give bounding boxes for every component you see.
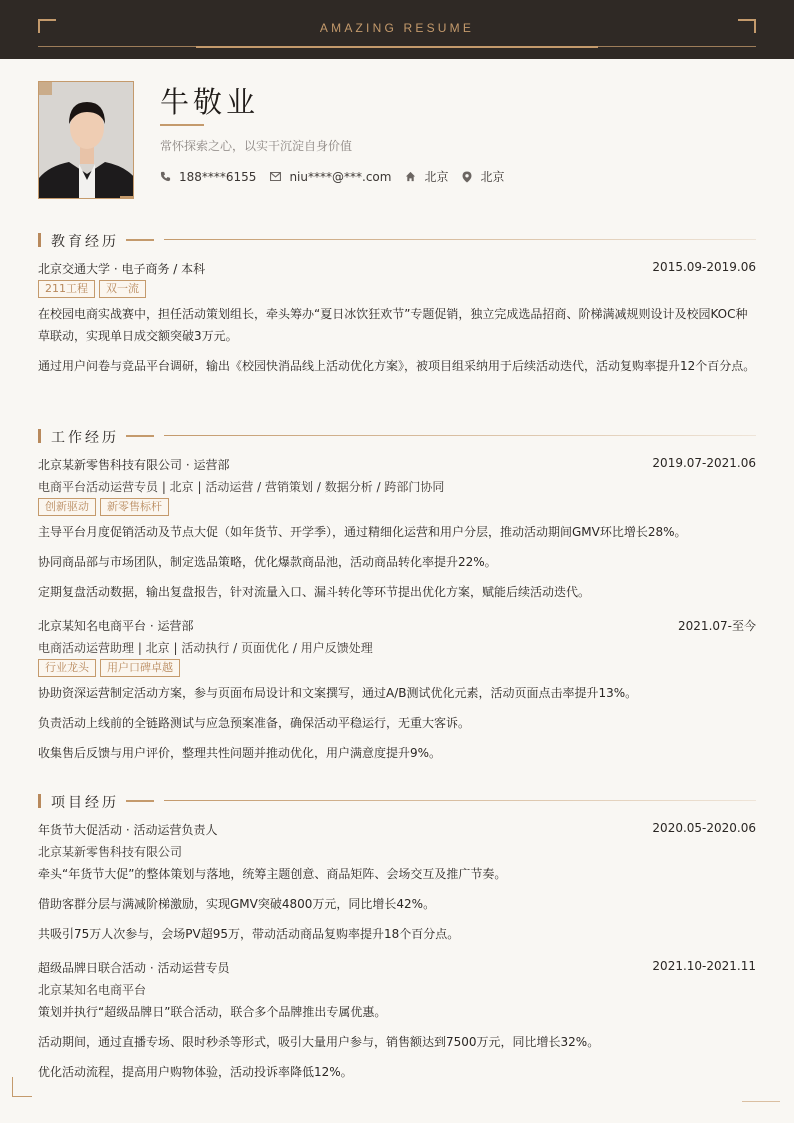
banner-title: AMAZING RESUME <box>319 21 475 35</box>
heading-bar <box>38 429 41 443</box>
job-row <box>38 456 756 473</box>
top-banner <box>0 0 794 59</box>
job-item: 负责活动上线前的全链路测试与应急预案准备，确保活动平稳运行，无重大客诉。 <box>38 716 471 730</box>
heading-rule-short <box>126 435 154 437</box>
portrait-image <box>39 82 134 199</box>
photo-corner-mark <box>38 81 52 95</box>
location-pin-icon <box>462 171 472 183</box>
tag: 用户口碑卓越 <box>100 659 180 677</box>
education-tags <box>38 280 150 298</box>
location-city: 北京 <box>480 170 505 184</box>
job-subtitle: 电商活动运营助理 | 北京 | 活动执行 / 页面优化 / 用户反馈处理 <box>38 641 373 655</box>
heading-rule-short <box>126 239 154 241</box>
contact-location <box>462 168 504 185</box>
page-footer-rule <box>742 1101 780 1102</box>
page-corner-ornament <box>12 1077 32 1097</box>
education-date: 2015.09-2019.06 <box>652 260 756 274</box>
job-item: 协同商品部与市场团队，制定选品策略，优化爆款商品池，活动商品转化率提升22%。 <box>38 555 497 569</box>
section-projects-heading <box>38 793 756 809</box>
tag: 新零售标杆 <box>100 498 169 516</box>
section-title: 项目经历 <box>51 795 119 811</box>
phone-icon <box>160 171 171 182</box>
tag: 行业龙头 <box>38 659 96 677</box>
school-line: 北京交通大学 · 电子商务 / 本科 <box>38 262 206 276</box>
job-row <box>38 617 756 634</box>
project-item: 优化活动流程，提高用户购物体验，活动投诉率降低12%。 <box>38 1065 353 1079</box>
section-work-heading <box>38 428 756 444</box>
project-row <box>38 959 756 976</box>
heading-bar <box>38 233 41 247</box>
job-head: 北京某新零售科技有限公司 · 运营部 <box>38 458 230 472</box>
project-date: 2020.05-2020.06 <box>652 821 756 835</box>
heading-rule-short <box>126 800 154 802</box>
home-icon <box>405 171 416 182</box>
name-underline <box>160 124 204 126</box>
education-paragraph: 在校园电商实战赛中，担任活动策划组长，牵头筹办“夏日冰饮狂欢节”专题促销，独立完成选品招商、阶梯满减规则设计及校园KOC种草联动，实现单日成交额突破3万元。 <box>38 307 748 343</box>
contact-email <box>270 170 391 184</box>
job-item: 协助资深运营制定活动方案，参与页面布局设计和文案撰写，通过A/B测试优化元素，活动页面点击率提升13%。 <box>38 686 638 700</box>
project-org: 北京某新零售科技有限公司 <box>38 845 183 859</box>
job-tags <box>38 659 184 677</box>
tag: 211工程 <box>38 280 95 298</box>
contact-home <box>405 168 448 185</box>
project-item: 共吸引75万人次参与，会场PV超95万，带动活动商品复购率提升18个百分点。 <box>38 927 460 941</box>
project-item: 策划并执行“超级品牌日”联合活动，联合多个品牌推出专属优惠。 <box>38 1005 387 1019</box>
education-row <box>38 260 756 277</box>
email-address: niu****@***.com <box>289 169 392 184</box>
job-tags <box>38 498 173 516</box>
project-head: 超级品牌日联合活动 · 活动运营专员 <box>38 961 230 975</box>
photo-corner-accent <box>120 196 134 199</box>
tag: 双一流 <box>99 280 146 298</box>
contact-phone <box>160 170 256 184</box>
motto: 常怀探索之心，以实干沉淀自身价值 <box>160 139 353 153</box>
home-city: 北京 <box>424 170 449 184</box>
project-head: 年货节大促活动 · 活动运营负责人 <box>38 823 218 837</box>
job-item: 收集售后反馈与用户评价，整理共性问题并推动优化，用户满意度提升9%。 <box>38 746 442 760</box>
project-org: 北京某知名电商平台 <box>38 983 147 997</box>
job-subtitle: 电商平台活动运营专员 | 北京 | 活动运营 / 营销策划 / 数据分析 / 跨部门协同 <box>38 480 445 494</box>
job-head: 北京某知名电商平台 · 运营部 <box>38 619 194 633</box>
job-date: 2019.07-2021.06 <box>652 456 756 470</box>
section-education-heading <box>38 232 756 248</box>
project-item: 牵头“年货节大促”的整体策划与落地，统筹主题创意、商品矩阵、会场交互及推广节奏。 <box>38 867 507 881</box>
project-row <box>38 821 756 838</box>
contact-list <box>160 168 518 185</box>
section-title: 教育经历 <box>51 234 119 250</box>
education-paragraph: 通过用户问卷与竞品平台调研，输出《校园快消品线上活动优化方案》，被项目组采纳用于后续活动迭代，活动复购率提升12个百分点。 <box>38 359 756 373</box>
project-date: 2021.10-2021.11 <box>652 959 756 973</box>
mail-icon <box>270 172 281 181</box>
tag: 创新驱动 <box>38 498 96 516</box>
banner-rule-accent <box>196 46 598 48</box>
heading-rule-long <box>164 800 756 801</box>
job-item: 定期复盘活动数据，输出复盘报告，针对流量入口、漏斗转化等环节提出优化方案，赋能后续活动迭代。 <box>38 585 591 599</box>
candidate-name: 牛敬业 <box>160 85 260 119</box>
heading-rule-long <box>164 239 756 240</box>
project-item: 活动期间，通过直播专场、限时秒杀等形式，吸引大量用户参与，销售额达到7500万元，同比增长32%。 <box>38 1035 600 1049</box>
heading-rule-long <box>164 435 756 436</box>
heading-bar <box>38 794 41 808</box>
project-item: 借助客群分层与满减阶梯激励，实现GMV突破4800万元，同比增长42%。 <box>38 897 436 911</box>
job-item: 主导平台月度促销活动及节点大促（如年货节、开学季），通过精细化运营和用户分层，推动活动期间GMV环比增长28%。 <box>38 525 687 539</box>
phone-number: 188****6155 <box>179 169 257 184</box>
section-title: 工作经历 <box>51 430 119 446</box>
job-date: 2021.07-至今 <box>678 619 756 633</box>
profile-photo <box>38 81 134 199</box>
